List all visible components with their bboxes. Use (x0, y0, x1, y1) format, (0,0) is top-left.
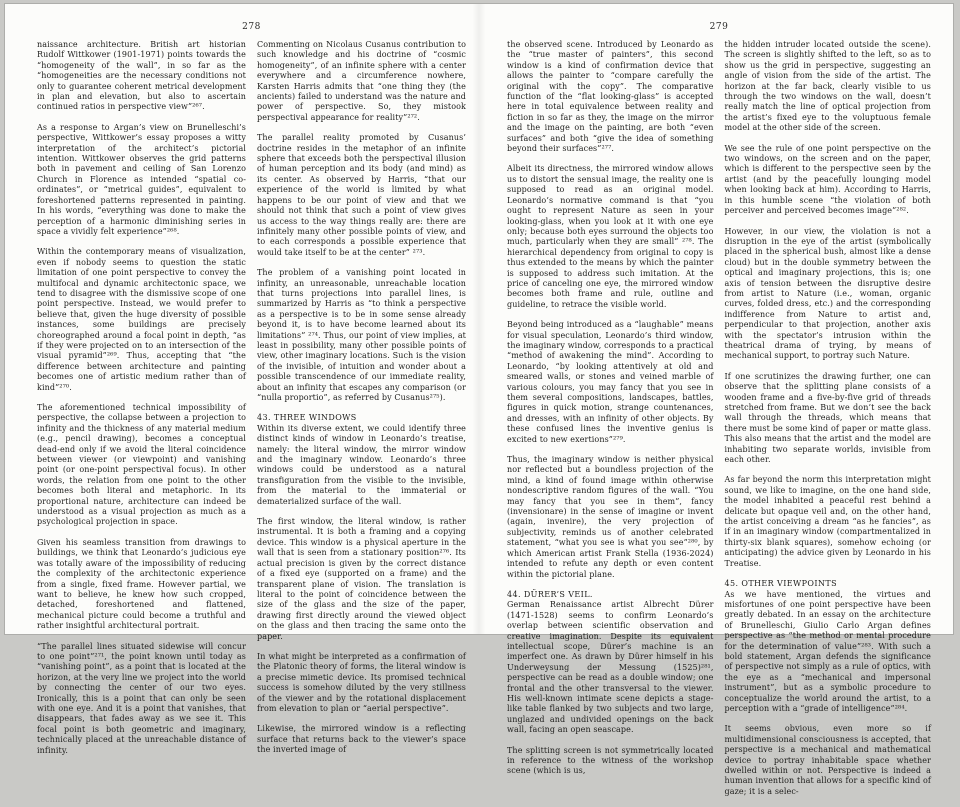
paragraph: Commenting on Nicolaus Cusanus contribution to such knowledge and his doctrine of “cosmic homogeneity”, of an infinite sphere with a center everywhere and a circumference nowhere, Karsten Harris admits that “one thing they (the ancients) failed to understand was the nature and power of perspective. So, they mistook perspectival appearance for reality”²⁷². (257, 40, 466, 122)
paragraph: However, in our view, the violation is not a disruption in the eye of the artist (symbolically placed in the spherical bush, almost like a dense cloud) but in the double symmetry between the optical and imaginary projections, this is; one axis of tension between the disruptive desire from artist to Nature (i.e., woman, organic curves, folded dress, etc.) and the corresponding indifference from Nature to artist and, perpendicular to that projection, another axis with the spectator’s intrusion within the theatrical drama of trying, by means of mechanical support, to portray such Nature. (724, 226, 931, 361)
paragraph: Within its diverse extent, we could identify three distinct kinds of window in Leonardo’s treatise, namely: the literal window, the mirror window and the imaginary window. Leonardo’s three windows could be understood as a natural transfiguration from the visible to the invisible, from the material to the immaterial or dematerialized surface of the wall. (257, 423, 466, 506)
page-279 (479, 4, 953, 796)
book-spread (4, 3, 954, 796)
page-number: 279 (709, 22, 729, 32)
paragraph: Albeit its directness, the mirrored window allows us to distort the sensual image, the reality one is supposed to read as an original model. Leonardo’s normative command is that “you ought to represent Nature as seen in your looking-glass, when you look at it with one eye only; because both eyes surround the objects too much, particularly when they are small” ²⁷⁸. The hierarchical dependency from original to copy is thus extended to the means by which the painter is supposed to address such imitation. At the price of canceling one eye, the mirrored window becomes both frame and rule, outline and guideline, to retrace the visible world. (507, 164, 714, 309)
paragraph: German Renaissance artist Albrecht Dürer (1471-1528) seems to confirm Leonardo’s overlap between scientific observation and creative imagination. Despite its equivalent intellectual scope, Dürer’s machine is an imperfect one. As drawn by Dürer himself in his Underweysung der Messung (1525)²⁸¹, perspective can be read as a double window; one frontal and the other transversal to the viewer. His well-known intimate scene depicts a stage-like table flanked by two subjects and two large, unglazed and undivided openings on the back wall, facing an open seascape. (507, 600, 714, 735)
paragraph: Given his seamless transition from drawings to buildings, we think that Leonardo’s judicious eye was totally aware of the impossibility of reducing the complexity of the architectonic experience from a single, fixed frame. However partial, we want to believe, he knew how such cropped, detached, foreshortened and flattened, mechanical picture could become a truthful and rather insightful architectural portrait. (37, 537, 246, 631)
page-number: 278 (242, 22, 261, 32)
section-heading-durers-veil: 44. DÜRER’S VEIL. (507, 589, 593, 599)
paragraph: Thus, the imaginary window is neither physical nor reflected but a boundless projection of the mind, a kind of found image within otherwise nondescriptive random figures of the wall. “You may fancy that you see in them”, fancy (invensionare) in the sense of imagine or invent (again, invenire), the very projection of subjectivity, reminds us of another celebrated statement, “what you see is what you see”²⁸⁰, by which American artist Frank Stella (1936-2024) intended to refute any depth or even content within the pictorial plane. (507, 455, 714, 579)
page-278-columns (37, 40, 466, 766)
section-heading-three-windows: 43. THREE WINDOWS (257, 413, 357, 423)
paragraph: the observed scene. Introduced by Leonardo as the “true master of painters”, this second window is a kind of confirmation device that allows the painter to “compare carefully the original with the copy”. The comparative function of the “flat looking-glass” is accepted here in total equivalence between reality and fiction in so far as they, the image on the mirror and the image on the painting, are both “even surfaces” and both “give the idea of something beyond their surfaces”²⁷⁷. (507, 40, 714, 154)
paragraph: As far beyond the norm this interpretation might sound, we like to imagine, on the one hand side, the model inhabited a peaceful rest behind a delicate but opaque veil and, on the other hand, the artist conceiving a dream “as he fancies”, as if in an imaginary window (compartmentalized in thirty-six blank squares), somehow echoing (or anticipating) the advice given by Leonardo in his Treatise. (724, 475, 931, 568)
paragraph: Beyond being introduced as a “laughable” means for visual speculation, Leonardo’s third window, the imaginary window, corresponds to a practical “method of awakening the mind”. According to Leonardo, “by looking attentively at old and smeared walls, or stones and veined marble of various colours, you may fancy that you see in them several compositions, landscapes, battles, figures in quick motion, strange countenances, and dresses, with an infinity of other objects. By these confused lines the inventive genius is excited to new exertions”²⁷⁹. (507, 320, 714, 444)
page-278 (5, 4, 479, 755)
text-column-2 (257, 40, 466, 766)
paragraph: “The parallel lines situated sidewise will concur to one point”²⁷¹, the point known until today as “vanishing point”, as a point that is located at the horizon, at the very line we project into the world by connecting the center of our two eyes. Ironically, this is a point that can only be seen with one eye. And it is a point that vanishes, that disappears, that fades away as we see it. This focal point is both geometric and imaginary, technically placed at the unreachable distance of infinity. (37, 641, 246, 755)
paragraph: The parallel reality promoted by Cusanus’ doctrine resides in the metaphor of an infinite sphere that exceeds both the perspectival illusion of human perception and its body (and mind) as its center. As observed by Harris, “that our experience of the world is limited by what happens to be our point of view and that we should not think that such a point of view gives us access to the way things really are: there are infinitely many other possible points of view, and to each corresponds a possible experience that would take itself to be at the center” ²⁷³. (257, 133, 466, 257)
paragraph: Within the contemporary means of visualization, even if nobody seems to question the static limitation of one point perspective to convey the multifocal and dynamic architectonic space, we tend to disagree with the dismissive scope of one point perspective. Instead, we would prefer to believe that, given the huge diversity of possible instances, some buildings are precisely choreographed around a focal point in depth, “as if they were projected on to an intersection of the visual pyramid”²⁶⁹. Thus, accepting that “the difference between architecture and painting becomes one of artistic medium rather than of kind”²⁷⁰. (37, 247, 246, 392)
paragraph: The aforementioned technical impossibility of perspective, the collapse between a projection to infinity and the thickness of any material medium (e.g., pencil drawing), becomes a conceptual dead-end only if we avoid the literal coincidence between viewer (or viewpoint) and vanishing point (or one-point perspectival focus). In other words, the relation from one point to the other becomes both literal and metaphoric. In its proportional nature, architecture can indeed be understood as a visual projection as much as a psychological projection in space. (37, 403, 246, 527)
paragraph: We see the rule of one point perspective on the two windows, on the screen and on the paper, which is different to the perspective seen by the artist (and by the peacefully lounging model when looking back at him). According to Harris, in this humble scene “the violation of both perceiver and perceived becomes image”²⁸². (724, 143, 931, 216)
section-heading-other-viewpoints: 45. OTHER VIEWPOINTS (724, 579, 837, 589)
text-column-1 (507, 40, 714, 807)
paragraph: The problem of a vanishing point located in infinity, an unreasonable, unreachable location that turns projections into parallel lines, is summarized by Harris as “to think a perspective as a perspective is to be in some sense already beyond it, is to have become learned about its limitations” ²⁷⁴. Thus, our point of view implies, at least in possibility, many other possible points of view, other imaginary locations. Such is the vision of the invisible, of intuition and wonder about a possible transcendence of our immediate reality, about an infinity that escapes any comparison (or “nulla proportio”, as referred by Cusanus²⁷⁵). (257, 268, 466, 402)
paragraph: As a response to Argan’s view on Brunelleschi’s perspective, Wittkower’s essay proposes a witty interpretation of the architect’s pictorial intention. Wittkower observes the grid patterns both in pavement and ceiling of San Lorenzo Church in Florence as intended “spatial co-ordinates”, or “metrical guides”, equivalent to foreshortened patterns represented in painting. In his words, “everything was done to make the perception of a harmonic diminishing series in space a vividly felt experience”²⁶⁸. (37, 122, 246, 236)
paragraph: naissance architecture. British art historian Rudolf Wittkower (1901-1971) points towards the “homogeneity of the wall”, in so far as the “homogeneities are the necessary conditions not only to guarantee coherent metrical development in plan and elevation, but also to ascertain continued ratios in perspective view”²⁶⁷. (37, 40, 246, 112)
paragraph: Likewise, the mirrored window is a reflecting surface that returns back to the viewer’s space the inverted image of (257, 724, 466, 755)
text-column-2 (725, 40, 932, 807)
paragraph: As we have mentioned, the virtues and misfortunes of one point perspective have been greatly debated. In an essay on the architecture of Brunelleschi, Giulio Carlo Argan defines perspective as “the method or mental procedure for the determination of value”²⁸³. With such a bold statement, Argan defends the significance of perspective not simply as a rule of optics, with the eye as a “mechanical and impersonal instrument”, but as a symbolic procedure to conceptualize the world around the artist, to a perception with a “grade of intelligence”²⁸⁴. (724, 589, 931, 713)
page-279-columns (507, 40, 931, 807)
paragraph: The first window, the literal window, is rather instrumental. It is both a framing and a copying device. This window is a physical aperture in the wall that is seen from a stationary position²⁷⁶. Its actual precision is given by the correct distance of a fixed eye (supported on a frame) and the transparent plane of vision. The translation is literal to the point of coincidence between the size of the glass and the size of the paper, drawing first directly around the viewed object on the glass and then tracing the same onto the paper. (257, 517, 466, 641)
paragraph: It seems obvious, even more so if multidimensional consciousness is accepted, that perspective is a mechanical and mathematical device to portray inhabitable space whether dwelled within or not. Perspective is indeed a human invention that allows for a specific kind of gaze; it is a selec- (724, 724, 931, 796)
paragraph: If one scrutinizes the drawing further, one can observe that the splitting plane consists of a wooden frame and a five-by-five grid of threads stretched from frame. But we don’t see the back wall through the threads, which means that there must be some kind of paper or matte glass. This also means that the artist and the model are inhabiting two separate worlds, invisible from each other. (724, 371, 931, 465)
paragraph: the hidden intruder located outside the scene). The screen is slightly shifted to the left, so as to show us the grid in perspective, suggesting an angle of vision from the side of the artist. The horizon at the far back, clearly visible to us through the two windows on the wall, doesn’t really match the line of optical projection from the artist’s fixed eye to the voluptuous female model at the other side of the screen. (724, 40, 931, 133)
text-column-1 (37, 40, 246, 766)
paragraph: The splitting screen is not symmetrically located in reference to the witness of the workshop scene (which is us, (507, 745, 714, 776)
paragraph: In what might be interpreted as a confirmation of the Platonic theory of forms, the literal window is a precise mimetic device. Its promised technical success is somehow diluted by the very stillness of the viewer and by the rotational displacement from elevation to plan or “aerial perspective”. (257, 651, 466, 713)
